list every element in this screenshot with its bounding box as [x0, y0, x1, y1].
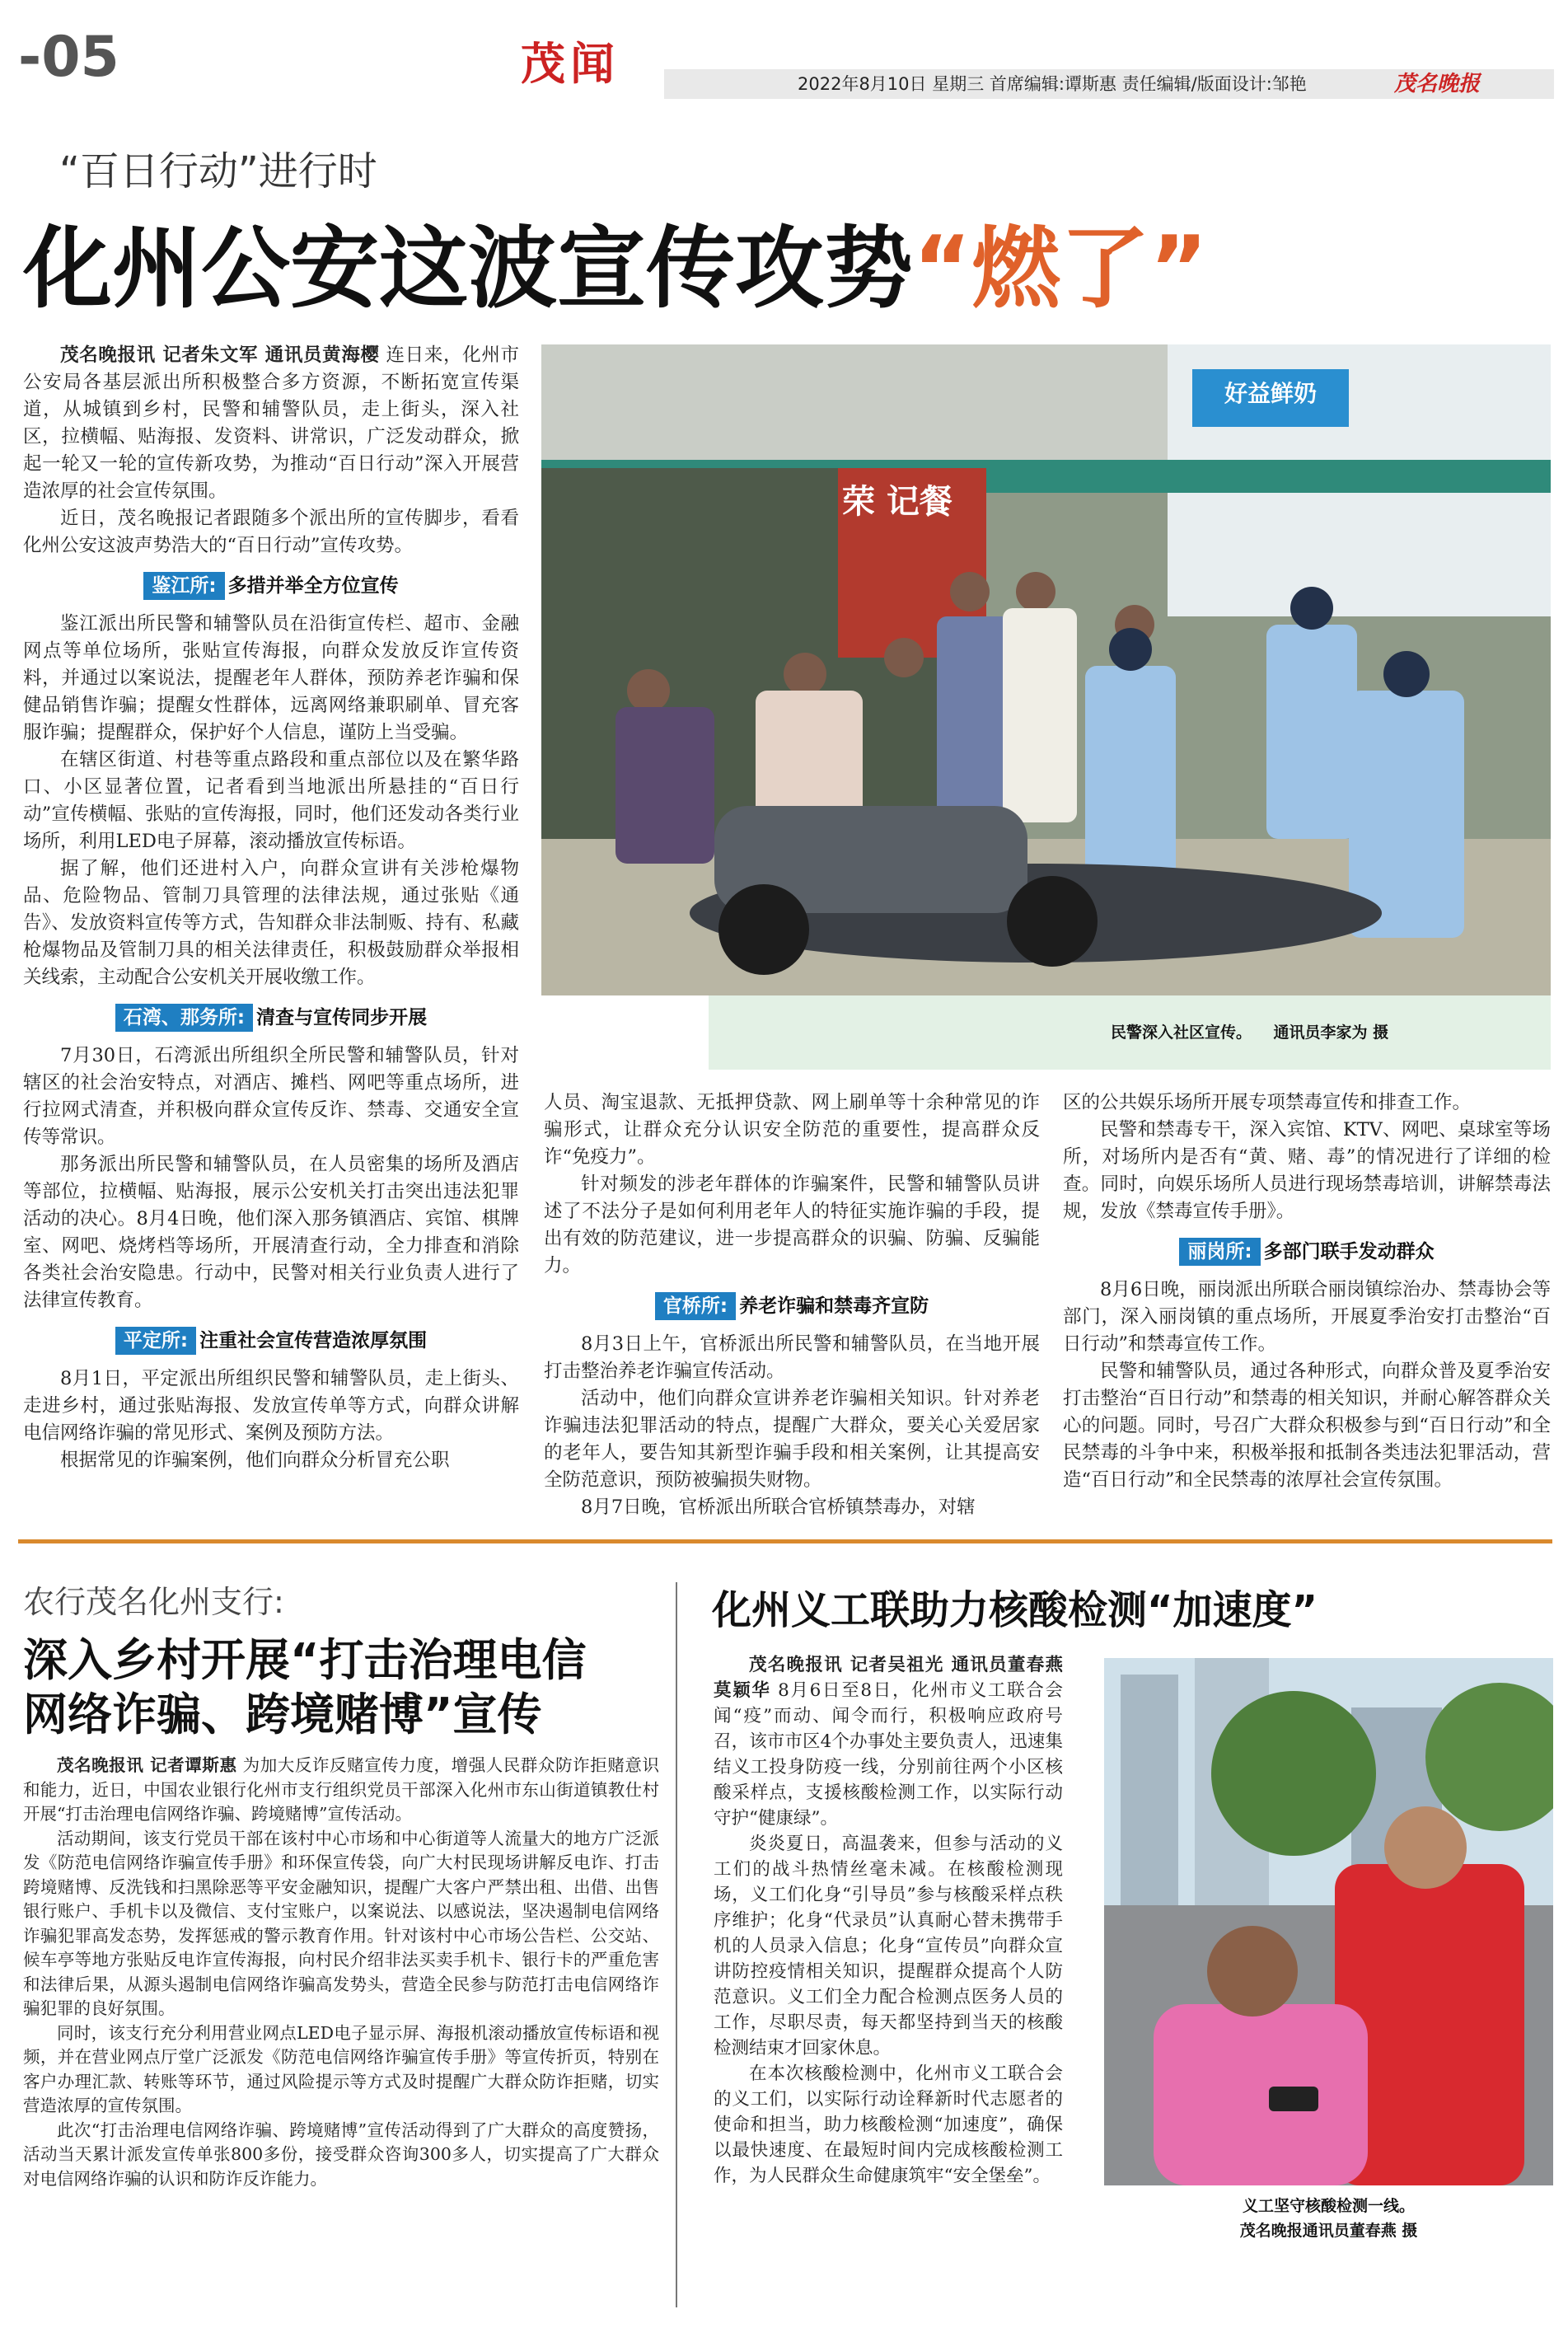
paragraph: 活动期间，该支行党员干部在该村中心市场和中心街道等人流量大的地方广泛派发《防范电信网络诈骗宣传手册》和环保宣传袋，向广大村民现场讲解反电诈、打击跨境赌博、反洗钱和扫黑除恶等平安金融知识，提醒广大客户严禁出租、出借、出售银行账户、手机卡以及微信、支付宝账户，以案说法、以感说法，坚决遏制电信网络诈骗犯罪高发态势，发挥惩戒的警示教育作用。针对该村中心市场公告栏、公交站、候车亭等地方张贴反电诈宣传海报，向村民介绍非法买卖手机卡、银行卡的严重危害和法律后果，从源头遏制电信网络诈骗高发势头，营造全民参与防范打击电信网络诈骗犯罪的良好氛围。	[23, 1828, 659, 2018]
lead-paragraph	[23, 342, 519, 505]
paragraph: 针对频发的涉老年群体的诈骗案件，民警和辅警队员讲述了不法分子是如何利用老年人的特征实施诈骗的手段，提出有效的防范建议，进一步提高群众的识骗、防骗、反骗能力。	[544, 1173, 1040, 1276]
section-head-ligang	[1063, 1237, 1551, 1267]
bank-headline-line2: 网络诈骗、跨境赌博”宣传	[23, 1689, 542, 1740]
paragraph: 鉴江派出所民警和辅警队员在沿街宣传栏、超市、金融网点等单位场所，张贴宣传海报，向群众发放反诈宣传资料，并通过以案说法，提醒老年人群体，预防养老诈骗和保健品销售诈骗；提醒女性群体，远离网络兼职刷单、冒充客服诈骗；提醒群众，保护好个人信息，谨防上当受骗。	[23, 613, 519, 743]
column-1	[23, 342, 519, 1474]
bank-headline-line1: 深入乡村开展“打击治理电信	[23, 1634, 587, 1686]
section-title: 注重社会宣传营造浓厚氛围	[199, 1329, 428, 1351]
column-divider	[676, 1582, 677, 2307]
paragraph: 8月6日晚，丽岗派出所联合丽岗镇综治办、禁毒协会等部门，深入丽岗镇的重点场所，开展夏季治安打击整治“百日行动”和禁毒宣传工作。	[1063, 1279, 1551, 1355]
volunteer-headline: 化州义工联助力核酸检测“加速度”	[712, 1587, 1318, 1633]
paragraph: 根据常见的诈骗案例，他们向群众分析冒充公职	[60, 1450, 450, 1471]
main-headline-black: 化州公安这波宣传攻势	[23, 218, 914, 321]
paragraph: 8月3日上午，官桥派出所民警和辅警队员，在当地开展打击整治养老诈骗宣传活动。	[544, 1333, 1040, 1382]
paragraph: 同时，该支行充分利用营业网点LED电子显示屏、海报机滚动播放宣传标语和视频，并在营业网点厅堂广泛派发《防范电信网络诈骗宣传手册》等宣传折页，特别在客户办理汇款、转账等环节，通过风险提示等方式及时提醒广大群众防诈拒赌，切实营造浓厚的宣传氛围。	[23, 2022, 659, 2115]
photo-sign-left: 荣 记餐	[842, 483, 953, 521]
section-title: 多部门联手发动群众	[1263, 1240, 1435, 1262]
section-name: 茂闻	[521, 37, 620, 90]
paragraph: 炎炎夏日，高温袭来，但参与活动的义工们的战斗热情丝毫未减。在核酸检测现场，义工们化身“引导员”参与核酸采样点秩序维护；化身“代录员”认真耐心替未携带手机的人员录入信息；化身“宣传员”向群众宣讲防控疫情相关知识，提醒群众提高个人防范意识。义工们全力配合检测点医务人员的工作，尽职尽责，每天都坚持到当天的核酸检测结束才回家休息。	[714, 1834, 1063, 2059]
police-photo	[541, 344, 1551, 995]
volunteer-caption-line1: 义工坚守核酸检测一线。	[1242, 2197, 1415, 2215]
section-tag: 平定所:	[115, 1327, 196, 1355]
bank-body	[23, 1754, 659, 2191]
main-headline	[23, 216, 1556, 323]
section-title: 清查与宣传同步开展	[256, 1006, 428, 1028]
section-title: 多措并举全方位宣传	[227, 574, 399, 597]
lead-paragraph-2: 近日，茂名晚报记者跟随多个派出所的宣传脚步，看看化州公安这波声势浩大的“百日行动”宣传攻势。	[23, 508, 519, 556]
paragraph	[714, 1652, 1063, 1831]
column-3	[1063, 1089, 1551, 1494]
section-tag: 石湾、那务所:	[115, 1004, 253, 1032]
police-photo-illustration	[541, 344, 1551, 995]
volunteer-text: 8月6日至8日，化州市义工联合会闻“疫”而动、闻令而行，积极响应政府号召，该市市区4个办事处主要负责人，迅速集结义工投身防疫一线，分别前往两个小区核酸采样点，支援核酸检测工作，以实际行动守护“健康绿”。	[714, 1680, 1063, 1829]
paragraph: 7月30日，石湾派出所组织全所民警和辅警队员，针对辖区的社会治安特点，对酒店、摊档、网吧等重点场所，进行拉网式清查，并积极向群众宣传反诈、禁毒、交通安全宣传等常识。	[23, 1045, 519, 1148]
bank-headline	[23, 1633, 666, 1742]
page-number: -05	[18, 25, 119, 90]
paragraph: 人员、淘宝退款、无抵押贷款、网上刷单等十余种常见的诈骗形式，让群众充分认识安全防范的重要性，提高群众反诈“免疫力”。	[544, 1092, 1040, 1168]
paragraph: 民警和禁毒专干，深入宾馆、KTV、网吧、桌球室等场所，对场所内是否有“黄、赌、毒”的情况进行了详细的检查。同时，向娱乐场所人员进行现场禁毒培训，讲解禁毒法规，发放《禁毒宣传手册》。	[1063, 1119, 1551, 1222]
section-tag: 鉴江所:	[143, 572, 224, 600]
column-2	[544, 1089, 1040, 1521]
dateline: 2022年8月10日 星期三 首席编辑:谭斯惠 责任编辑/版面设计:邹艳	[798, 74, 1307, 94]
kicker: “百日行动”进行时	[59, 148, 377, 194]
paragraph: 据了解，他们还进村入户，向群众宣讲有关涉枪爆物品、危险物品、管制刀具管理的法律法规，通过张贴《通告》、发放资料宣传等方式，告知群众非法制贩、持有、私藏枪爆物品及管制刀具的相关法律责任，积极鼓励群众举报相关线索，主动配合公安机关开展收缴工作。	[23, 858, 519, 988]
volunteer-byline: 茂名晚报讯 记者吴祖光 通讯员董春燕 莫颖华	[714, 1655, 1063, 1701]
volunteer-caption	[1104, 2194, 1553, 2243]
section-divider	[18, 1539, 1552, 1543]
lead-byline: 茂名晚报讯 记者朱文军 通讯员黄海樱	[60, 344, 380, 366]
paragraph: 民警和辅警队员，通过各种形式，向群众普及夏季治安打击整治“百日行动”和禁毒的相关知识，并耐心解答群众关心的问题。同时，号召广大群众积极参与到“百日行动”和全民禁毒的斗争中来，积极举报和抵制各类违法犯罪活动，营造“百日行动”和全民禁毒的浓厚社会宣传氛围。	[1063, 1361, 1551, 1491]
main-headline-orange: “燃了”	[913, 218, 1208, 321]
section-head-shiwan	[23, 1003, 519, 1033]
paragraph	[23, 1754, 659, 1827]
paragraph: 此次“打击治理电信网络诈骗、跨境赌博”宣传活动得到了广大群众的高度赞扬，活动当天累计派发宣传单张800多份，接受群众咨询300多人，切实提高了广大群众对电信网络诈骗的认识和防诈反诈能力。	[23, 2120, 659, 2189]
paper-logo: 茂名晚报	[1394, 72, 1481, 96]
volunteer-photo	[1104, 1658, 1553, 2185]
section-head-pingding	[23, 1326, 519, 1356]
paragraph: 那务派出所民警和辅警队员，在人员密集的场所及酒店等部位，拉横幅、贴海报，展示公安机关打击突出违法犯罪活动的决心。8月4日晚，他们深入那务镇酒店、宾馆、棋牌室、网吧、烧烤档等场所，开展清查行动，全力排查和消除各类社会治安隐患。行动中，民警对相关行业负责人进行了法律宣传教育。	[23, 1154, 519, 1311]
section-tag: 丽岗所:	[1179, 1238, 1260, 1266]
photo-caption: 民警深入社区宣传。 通讯员李家为 摄	[1111, 1023, 1389, 1042]
paragraph: 在辖区街道、村巷等重点路段和重点部位以及在繁华路口、小区显著位置，记者看到当地派出所悬挂的“百日行动”宣传横幅、张贴的宣传海报，同时，他们还发动各类行业场所，利用LED电子屏幕，滚动播放宣传标语。	[23, 749, 519, 852]
photo-sign-right: 好益鲜奶	[1224, 380, 1317, 407]
section-title: 养老诈骗和禁毒齐宣防	[739, 1295, 929, 1317]
paragraph: 活动中，他们向群众宣讲养老诈骗相关知识。针对养老诈骗违法犯罪活动的特点，提醒广大群众，要关心关爱居家的老年人，要告知其新型诈骗手段和相关案例，让其提高安全防范意识，预防被骗损失财物。	[544, 1388, 1040, 1491]
volunteer-caption-line2: 茂名晚报通讯员董春燕 摄	[1239, 2222, 1418, 2240]
paragraph: 8月1日，平定派出所组织民警和辅警队员，走上街头、走进乡村，通过张贴海报、发放宣传单等方式，向群众讲解电信网络诈骗的常见形式、案例及预防方法。	[23, 1368, 519, 1444]
bank-text: 为加大反诈反赌宣传力度，增强人民群众防诈拒赌意识和能力，近日，中国农业银行化州市支行组织党员干部深入化州市东山街道镇教仕村开展“打击治理电信网络诈骗、跨境赌博”宣传活动。	[23, 1755, 659, 1824]
section-head-guanqiao	[544, 1291, 1040, 1321]
lead-text: 连日来，化州市公安局各基层派出所积极整合多方资源，不断拓宽宣传渠道，从城镇到乡村，民警和辅警队员，走上街头，深入社区，拉横幅、贴海报、发资料、讲常识，广泛发动群众，掀起一轮又一轮的宣传新攻势，为推动“百日行动”深入开展营造浓厚的社会宣传氛围。	[23, 344, 519, 502]
volunteer-photo-illustration	[1104, 1658, 1553, 2185]
section-tag: 官桥所:	[655, 1292, 736, 1320]
paragraph: 在本次核酸检测中，化州市义工联合会的义工们，以实际行动诠释新时代志愿者的使命和担当，助力核酸检测“加速度”，确保以最快速度、在最短时间内完成核酸检测工作，为人民群众生命健康筑牢“安全堡垒”。	[714, 2063, 1063, 2186]
section-head-jianjiang	[23, 571, 519, 601]
volunteer-body	[714, 1652, 1063, 2189]
bank-kicker: 农行茂名化州支行:	[23, 1584, 284, 1620]
bank-byline: 茂名晚报讯 记者谭斯惠	[57, 1755, 237, 1775]
paragraph: 区的公共娱乐场所开展专项禁毒宣传和排查工作。	[1063, 1092, 1472, 1113]
paragraph: 8月7日晚，官桥派出所联合官桥镇禁毒办，对辖	[581, 1497, 976, 1518]
